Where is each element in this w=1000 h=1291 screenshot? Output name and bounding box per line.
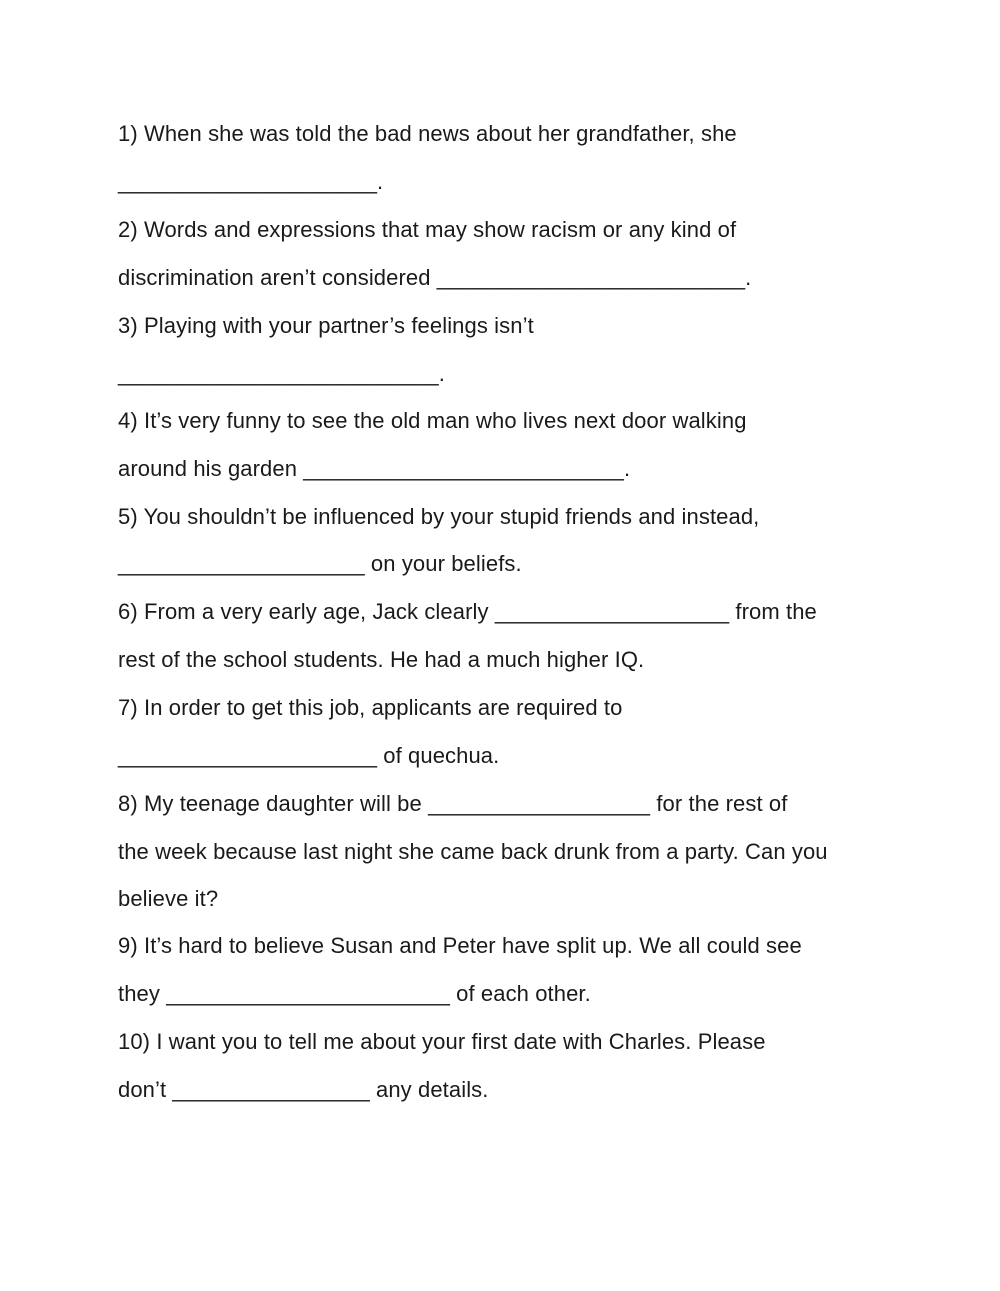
item-8-line-1	[118, 790, 787, 818]
item-7-text-2: of quechua.	[377, 743, 500, 768]
item-8-text: My teenage daughter will be	[143, 791, 429, 816]
item-5-number: 5)	[118, 504, 138, 529]
item-9-text-tail: of each other.	[449, 981, 591, 1006]
item-8-text-2: the week because last night she came back drunk from a party. Can you	[118, 839, 828, 864]
item-8-number: 8)	[118, 791, 138, 816]
item-3-text: Playing with your partner’s feelings isn’t	[143, 313, 534, 338]
item-6-blank[interactable]: ___________________	[494, 599, 730, 624]
item-7-number: 7)	[118, 695, 138, 720]
item-3-line-1	[118, 312, 534, 340]
item-9-text: It’s hard to believe Susan and Peter have split up. We all could see	[143, 933, 802, 958]
item-3-blank[interactable]: __________________________.	[118, 361, 445, 386]
item-3-line-2	[118, 360, 445, 388]
item-6-text-tail: from the	[729, 599, 817, 624]
item-5-line-1	[118, 503, 759, 531]
item-10-text-2: don’t	[118, 1077, 173, 1102]
item-2-number: 2)	[118, 217, 138, 242]
item-7-line-2	[118, 742, 499, 770]
item-6-text: From a very early age, Jack clearly	[143, 599, 495, 624]
item-1-text: When she was told the bad news about her grandfather, she	[143, 121, 737, 146]
item-2-line-2	[118, 264, 751, 292]
item-1-blank[interactable]: _____________________.	[118, 169, 384, 194]
item-9-blank[interactable]: _______________________	[166, 981, 450, 1006]
item-1-line-1	[118, 120, 737, 148]
item-4-line-1	[118, 407, 747, 435]
item-2-text: Words and expressions that may show racism or any kind of	[143, 217, 737, 242]
item-9-line-2	[118, 980, 591, 1008]
item-4-text-2: around his garden	[118, 456, 304, 481]
item-6-line-1	[118, 598, 817, 626]
item-8-line-2	[118, 838, 828, 866]
item-5-line-2	[118, 550, 522, 578]
item-8-text-tail: for the rest of	[650, 791, 788, 816]
item-6-text-2: rest of the school students. He had a much higher IQ.	[118, 647, 645, 672]
item-8-text-3: believe it?	[118, 886, 219, 911]
item-10-text: I want you to tell me about your first date with Charles. Please	[156, 1029, 766, 1054]
item-6-line-2	[118, 646, 644, 674]
item-7-blank[interactable]: _____________________	[118, 743, 378, 768]
item-4-blank[interactable]: __________________________.	[303, 456, 631, 481]
item-9-number: 9)	[118, 933, 138, 958]
item-3-number: 3)	[118, 313, 138, 338]
item-1-line-2	[118, 168, 383, 196]
item-10-line-1	[118, 1028, 766, 1056]
item-9-line-1	[118, 932, 802, 960]
item-2-blank[interactable]: _________________________.	[436, 265, 752, 290]
item-2-line-1	[118, 216, 736, 244]
item-4-line-2	[118, 455, 630, 483]
item-4-text: It’s very funny to see the old man who lives next door walking	[143, 408, 747, 433]
item-7-line-1	[118, 694, 622, 722]
item-10-text-tail: any details.	[369, 1077, 489, 1102]
item-10-blank[interactable]: ________________	[172, 1077, 370, 1102]
item-7-text: In order to get this job, applicants are required to	[143, 695, 623, 720]
item-2-text-2: discrimination aren’t considered	[118, 265, 437, 290]
item-8-blank[interactable]: __________________	[428, 791, 651, 816]
item-5-blank[interactable]: ____________________	[118, 551, 365, 576]
item-5-text-2: on your beliefs.	[364, 551, 522, 576]
item-9-text-2: they	[118, 981, 167, 1006]
item-1-number: 1)	[118, 121, 138, 146]
item-6-number: 6)	[118, 599, 138, 624]
item-5-text: You shouldn’t be influenced by your stupid friends and instead,	[143, 504, 760, 529]
item-4-number: 4)	[118, 408, 138, 433]
item-10-line-2	[118, 1076, 489, 1104]
item-10-number: 10)	[118, 1029, 151, 1054]
item-8-line-3	[118, 885, 218, 913]
